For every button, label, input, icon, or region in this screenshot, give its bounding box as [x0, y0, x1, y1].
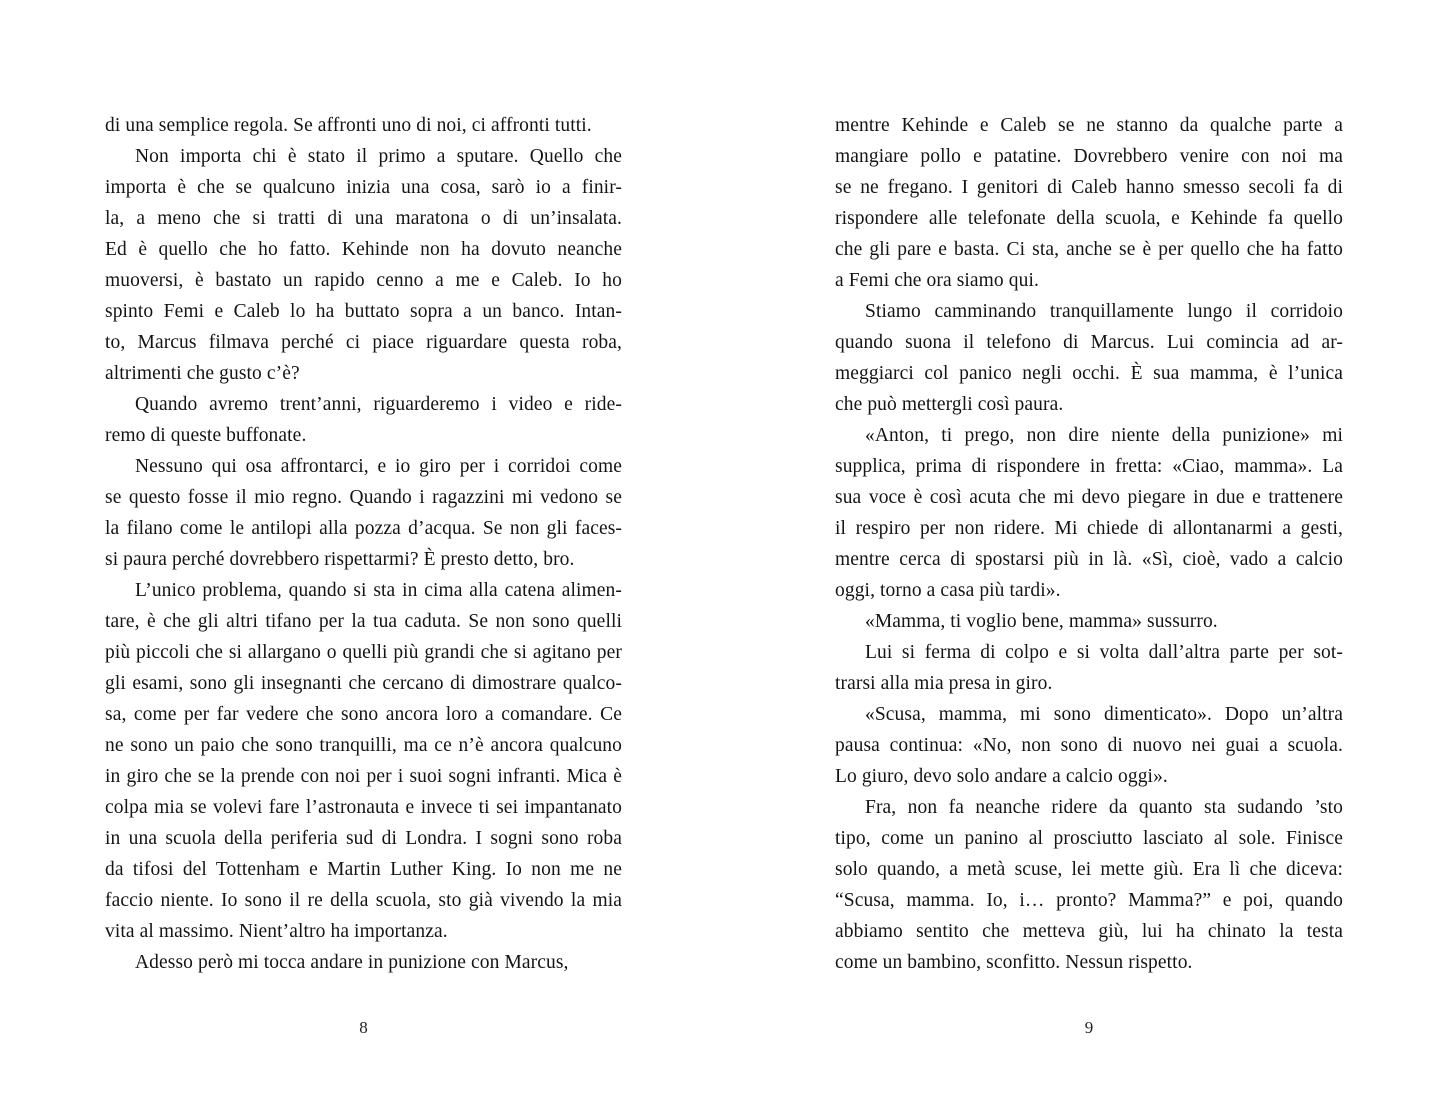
text-line: «Scusa, mamma, mi sono dimenticato». Dopo un’altra	[865, 704, 1343, 725]
text-line: «Anton, ti prego, non dire niente della punizione» mi	[865, 425, 1343, 446]
text-line: la filano come le antilopi alla pozza d’acqua. Se non gli faces-	[105, 518, 622, 539]
text-line: vita al massimo. Nient’altro ha importanza.	[105, 921, 448, 942]
paragraph	[835, 606, 1343, 637]
text-line: se ne fregano. I genitori di Caleb hanno smesso secoli fa di	[835, 177, 1343, 198]
text-line: rispondere alle telefonate della scuola, e Kehinde fa quello	[835, 208, 1343, 229]
text-line: gli esami, sono gli insegnanti che cercano di dimostrare qualco-	[105, 673, 622, 694]
text-line: il respiro per non ridere. Mi chiede di allontanarmi a gesti,	[835, 518, 1343, 539]
text-line: che gli pare e basta. Ci sta, anche se è per quello che ha fatto	[835, 239, 1343, 260]
text-line: “Scusa, mamma. Io, i… pronto? Mamma?” e poi, quando	[835, 890, 1343, 911]
paragraph	[105, 575, 622, 947]
text-line: da tifosi del Tottenham e Martin Luther King. Io non me ne	[105, 859, 622, 880]
text-line: solo quando, a metà scuse, lei mette giù. Era lì che diceva:	[835, 859, 1343, 880]
text-line: oggi, torno a casa più tardi».	[835, 580, 1061, 601]
text-line: che può mettergli così paura.	[835, 394, 1064, 415]
text-line: pausa continua: «No, non sono di nuovo nei guai a scuola.	[835, 735, 1343, 756]
text-line: quando suona il telefono di Marcus. Lui comincia ad ar-	[835, 332, 1343, 353]
text-line: tare, è che gli altri tifano per la tua caduta. Se non sono quelli	[105, 611, 622, 632]
paragraph	[105, 141, 622, 389]
text-line: faccio niente. Io sono il re della scuola, sto già vivendo la mia	[105, 890, 622, 911]
paragraph	[835, 296, 1343, 420]
text-line: ne sono un paio che sono tranquilli, ma ce n’è ancora qualcuno	[105, 735, 622, 756]
paragraph	[835, 110, 1343, 296]
text-line: meggiarci col panico negli occhi. È sua mamma, è l’unica	[835, 363, 1343, 384]
text-line: supplica, prima di rispondere in fretta: «Ciao, mamma». La	[835, 456, 1343, 477]
text-line: mangiare pollo e patatine. Dovrebbero venire con noi ma	[835, 146, 1343, 167]
text-line: a Femi che ora siamo qui.	[835, 270, 1039, 291]
text-line: trarsi alla mia presa in giro.	[835, 673, 1053, 694]
text-line: sa, come per far vedere che sono ancora loro a comandare. Ce	[105, 704, 622, 725]
text-line: remo di queste buffonate.	[105, 425, 307, 446]
text-line: in giro che se la prende con noi per i suoi sogni infranti. Mica è	[105, 766, 622, 787]
paragraph	[835, 699, 1343, 792]
paragraph	[835, 420, 1343, 606]
text-line: colpa mia se volevi fare l’astronauta e invece ti sei impantanato	[105, 797, 622, 818]
text-line: to, Marcus filmava perché ci piace riguardare questa roba,	[105, 332, 622, 353]
text-line: Nessuno qui osa affrontarci, e io giro per i corridoi come	[135, 456, 622, 477]
text-line: abbiamo sentito che metteva giù, lui ha chinato la testa	[835, 921, 1343, 942]
text-line: si paura perché dovrebbero rispettarmi? È presto detto, bro.	[105, 549, 575, 570]
text-line: in una scuola della periferia sud di Londra. I sogni sono roba	[105, 828, 622, 849]
text-line: Fra, non fa neanche ridere da quanto sta sudando ’sto	[865, 797, 1343, 818]
text-line: Ed è quello che ho fatto. Kehinde non ha dovuto neanche	[105, 239, 622, 260]
paragraph	[835, 792, 1343, 978]
text-line: Quando avremo trent’anni, riguarderemo i video e ride-	[135, 394, 622, 415]
text-line: «Mamma, ti voglio bene, mamma» sussurro.	[865, 611, 1218, 632]
text-line: Lui si ferma di colpo e si volta dall’altra parte per sot-	[865, 642, 1343, 663]
left-page-text	[105, 110, 622, 978]
text-line: L’unico problema, quando si sta in cima alla catena alimen-	[135, 580, 622, 601]
text-line: Adesso però mi tocca andare in punizione con Marcus,	[135, 952, 569, 973]
right-page-text	[835, 110, 1343, 978]
text-line: Non importa chi è stato il primo a sputare. Quello che	[135, 146, 622, 167]
text-line: muoversi, è bastato un rapido cenno a me e Caleb. Io ho	[105, 270, 622, 291]
right-page-number: 9	[1084, 1018, 1094, 1037]
text-line: se questo fosse il mio regno. Quando i ragazzini mi vedono se	[105, 487, 622, 508]
text-line: tipo, come un panino al prosciutto lasciato al sole. Finisce	[835, 828, 1343, 849]
text-line: spinto Femi e Caleb lo ha buttato sopra a un banco. Intan-	[105, 301, 622, 322]
text-line: altrimenti che gusto c’è?	[105, 363, 300, 384]
text-line: Lo giuro, devo solo andare a calcio oggi».	[835, 766, 1168, 787]
text-line: importa è che se qualcuno inizia una cosa, sarò io a finir-	[105, 177, 622, 198]
text-line: Stiamo camminando tranquillamente lungo il corridoio	[865, 301, 1343, 322]
paragraph	[105, 389, 622, 451]
paragraph	[835, 637, 1343, 699]
text-line: come un bambino, sconfitto. Nessun rispetto.	[835, 952, 1193, 973]
left-page-number: 8	[359, 1018, 368, 1037]
text-line: mentre Kehinde e Caleb se ne stanno da qualche parte a	[835, 115, 1343, 136]
text-line: di una semplice regola. Se affronti uno di noi, ci affronti tutti.	[105, 115, 592, 136]
paragraph	[105, 947, 622, 978]
text-line: più piccoli che si allargano o quelli più grandi che si agitano per	[105, 642, 622, 663]
paragraph	[105, 451, 622, 575]
text-line: mentre cerca di spostarsi più in là. «Sì, cioè, vado a calcio	[835, 549, 1343, 570]
paragraph	[105, 110, 622, 141]
text-line: la, a meno che si tratti di una maratona o di un’insalata.	[105, 208, 622, 229]
text-line: sua voce è così acuta che mi devo piegare in due e trattenere	[835, 487, 1343, 508]
